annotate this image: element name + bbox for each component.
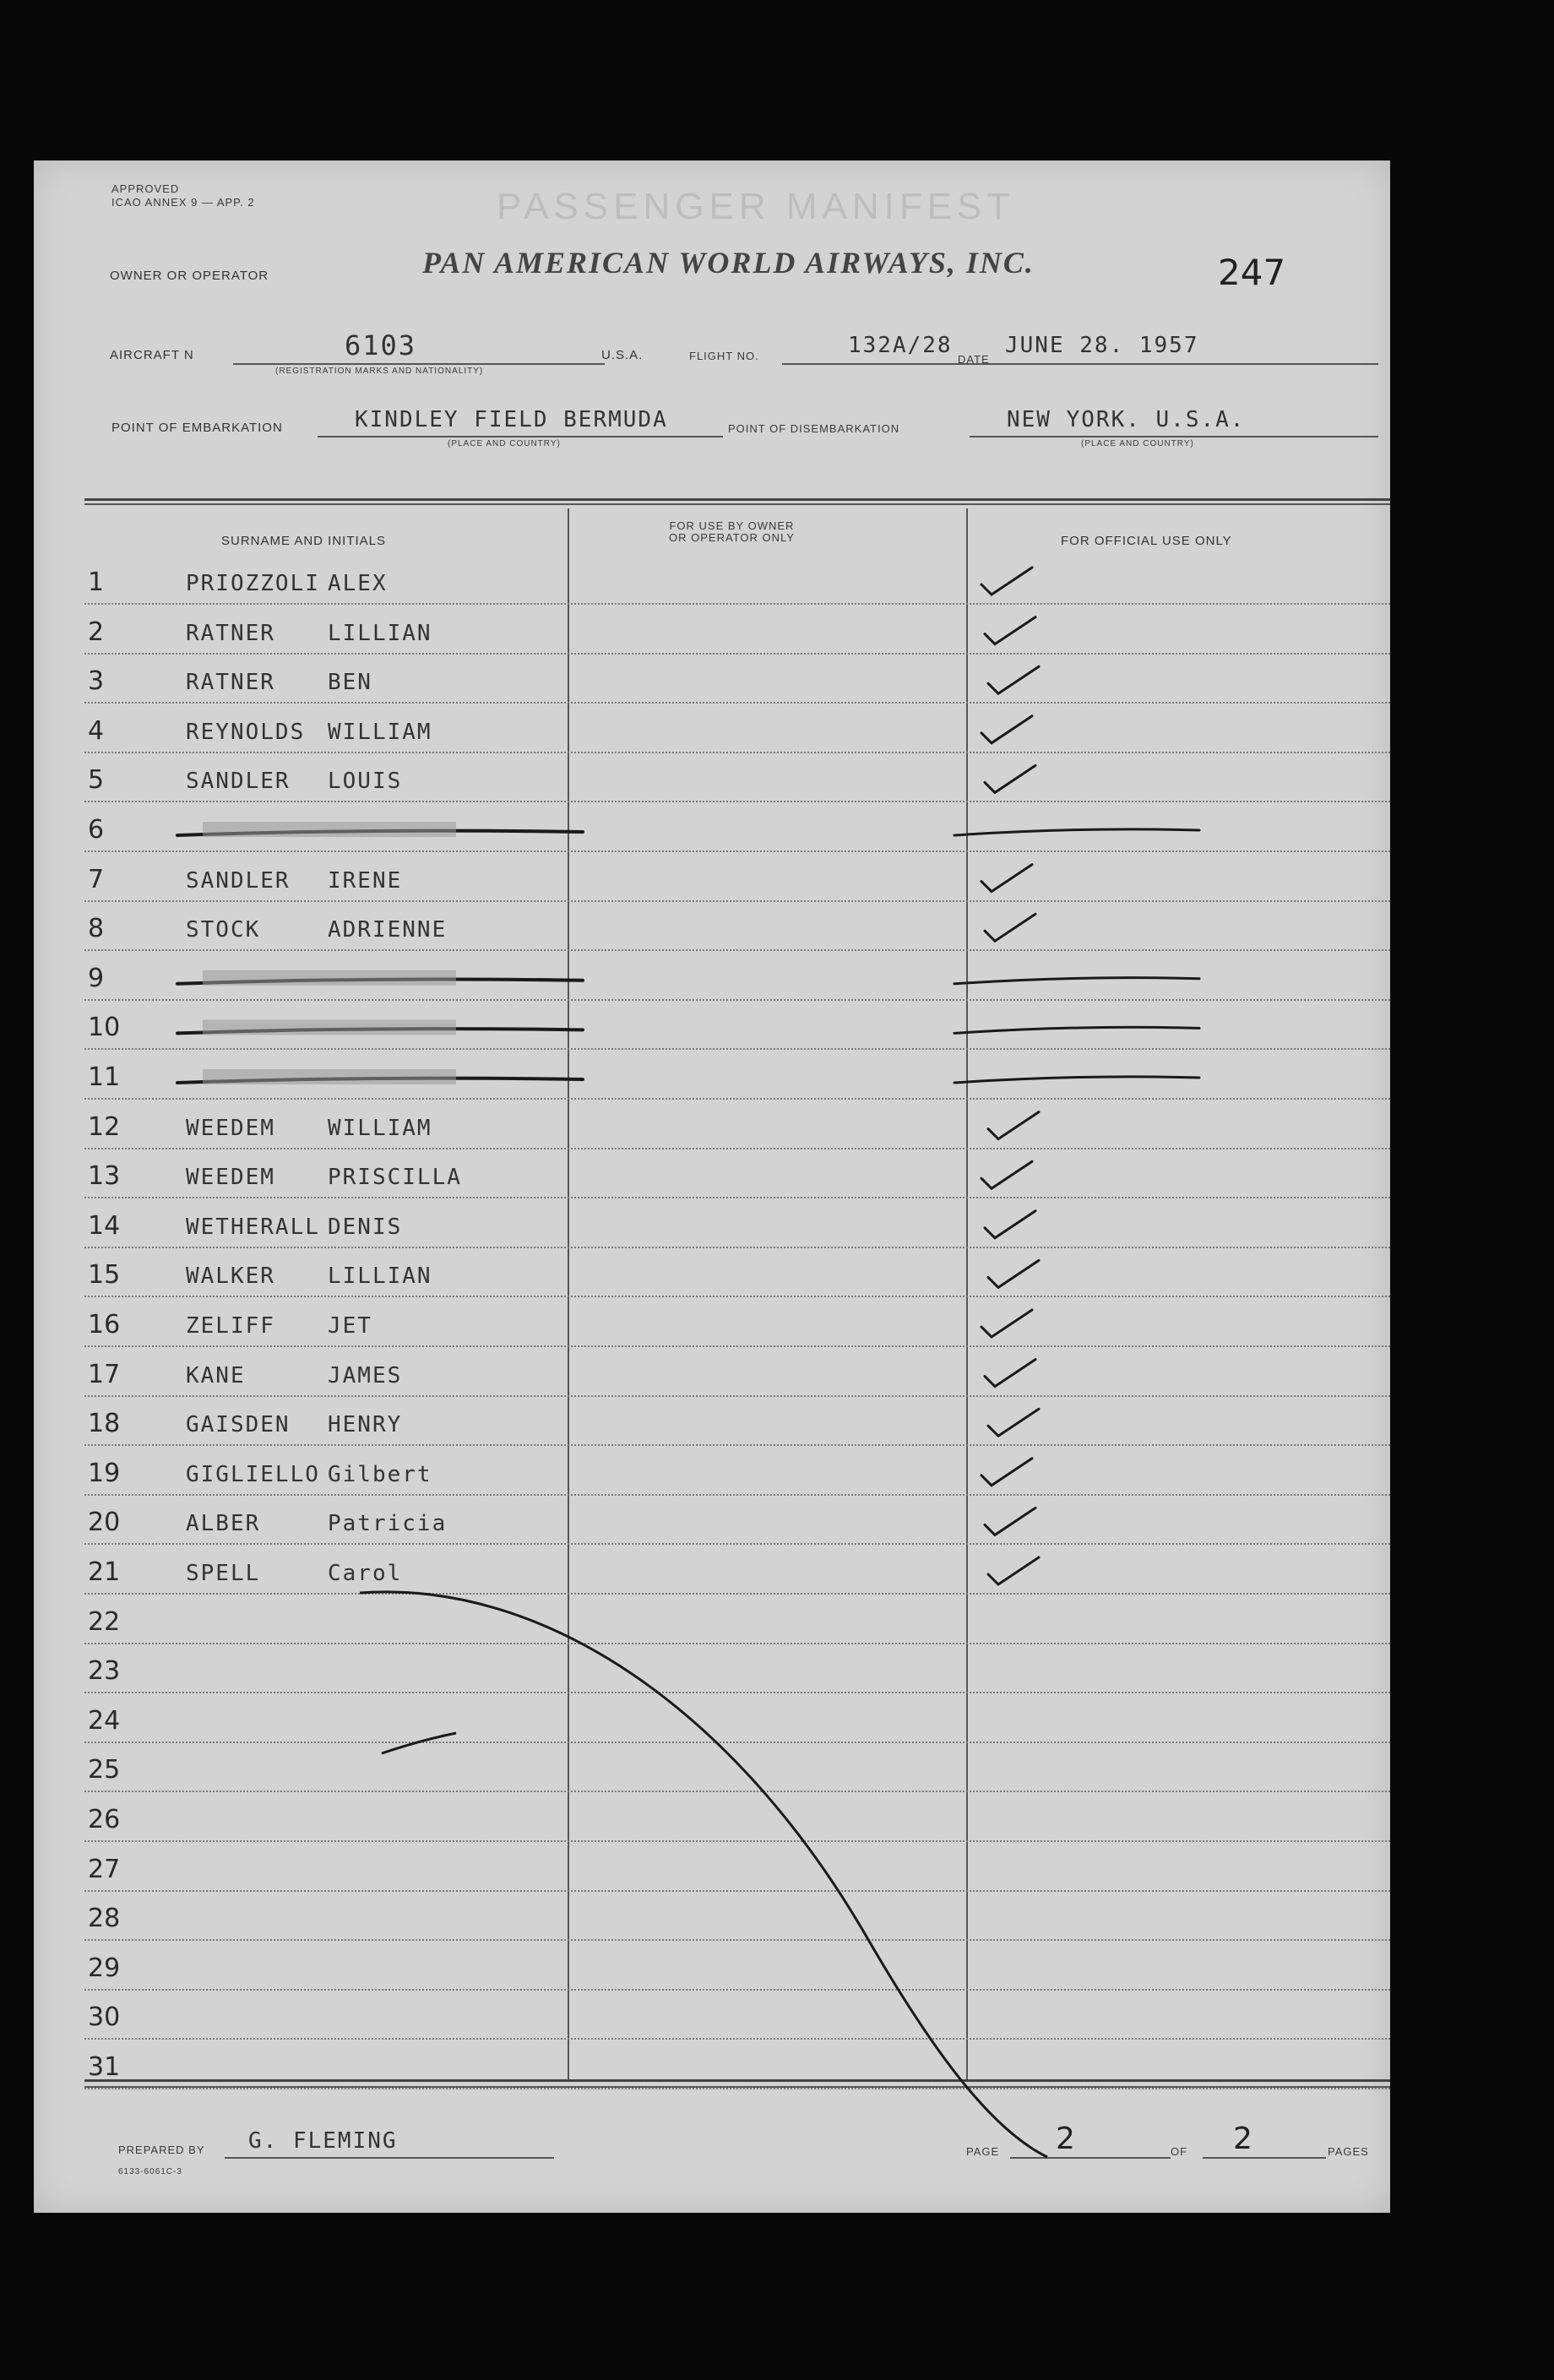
disembarkation-label: POINT OF DISEMBARKATION [728, 422, 900, 435]
row-number: 6 [88, 815, 105, 845]
owner-value: PAN AMERICAN WORLD AIRWAYS, INC. [422, 246, 1035, 280]
check-mark [981, 716, 1032, 743]
row-number: 21 [88, 1557, 121, 1587]
official-strike-line [954, 1027, 1199, 1033]
check-mark [981, 1459, 1032, 1486]
official-strike-line [954, 829, 1199, 835]
row-number: 14 [88, 1210, 121, 1241]
row-number: 2 [88, 617, 105, 647]
check-mark [981, 568, 1032, 595]
passenger-surname: RATNER [186, 670, 275, 696]
passenger-initials: Carol [328, 1561, 403, 1586]
row-number: 20 [88, 1508, 121, 1538]
row-number: 25 [88, 1755, 121, 1785]
prepared-by-label: PREPARED BY [118, 2144, 205, 2156]
row-number: 22 [88, 1606, 121, 1637]
row-number: 31 [88, 2052, 121, 2082]
check-mark [981, 1161, 1032, 1188]
row-number: 5 [88, 765, 105, 796]
total-pages: 2 [1233, 2122, 1252, 2156]
approval-line-2: ICAO ANNEX 9 — APP. 2 [111, 196, 255, 209]
row-number: 3 [88, 666, 105, 697]
check-mark [988, 1260, 1039, 1287]
check-mark [981, 865, 1032, 892]
passenger-surname: GAISDEN [186, 1412, 291, 1438]
passenger-surname: PRIOZZOLI [186, 571, 320, 596]
row-number: 15 [88, 1260, 121, 1291]
passenger-initials: IRENE [328, 867, 403, 894]
passenger-initials: Patricia [328, 1511, 448, 1537]
passenger-surname: GIGLIELLO [186, 1461, 320, 1487]
owner-label: OWNER OR OPERATOR [110, 269, 269, 283]
country-label: U.S.A. [601, 348, 644, 362]
check-mark [985, 617, 1035, 644]
row-number: 16 [88, 1310, 121, 1339]
passenger-initials: LILLIAN [328, 620, 432, 646]
passenger-initials: LOUIS [328, 769, 403, 795]
aircraft-label: AIRCRAFT N [110, 348, 194, 362]
passenger-initials: PRISCILLA [328, 1165, 462, 1191]
manifest-sheet [34, 160, 1390, 2213]
passenger-initials: HENRY [328, 1412, 403, 1438]
passenger-surname: WEEDEM [186, 1165, 275, 1191]
passenger-surname: REYNOLDS [186, 719, 306, 745]
redacted-entry [203, 1019, 456, 1035]
passenger-surname: RATNER [186, 620, 275, 646]
row-number: 18 [88, 1409, 121, 1439]
check-mark [985, 765, 1035, 792]
aircraft-number: 6103 [345, 329, 417, 361]
column-header-surname: SURNAME AND INITIALS [221, 534, 387, 548]
disembarkation-caption: (PLACE AND COUNTRY) [1081, 439, 1194, 448]
short-pen-stroke [382, 1733, 456, 1753]
passenger-surname: KANE [186, 1362, 246, 1388]
redacted-entry [203, 822, 456, 837]
pages-label: PAGES [1328, 2145, 1369, 2158]
passenger-initials: WILLIAM [328, 719, 432, 745]
row-number: 26 [88, 1805, 121, 1834]
owner-use-line-2: OR OPERATOR ONLY [669, 531, 795, 544]
passenger-initials: Gilbert [328, 1461, 432, 1487]
column-header-official-use: FOR OFFICIAL USE ONLY [1061, 534, 1232, 548]
passenger-initials: ADRIENNE [328, 917, 448, 943]
official-strike-line [954, 978, 1199, 984]
row-number: 11 [88, 1062, 121, 1092]
passenger-initials: BEN [328, 670, 372, 696]
row-number: 4 [88, 715, 105, 746]
check-mark [988, 1112, 1039, 1139]
passenger-surname: STOCK [186, 917, 261, 943]
row-number: 17 [88, 1359, 121, 1389]
passenger-surname: SANDLER [186, 867, 291, 894]
check-mark [985, 1211, 1035, 1238]
disembarkation-point: NEW YORK. U.S.A. [1007, 407, 1246, 432]
check-mark [985, 914, 1035, 941]
manifest-title: PASSENGER MANIFEST [497, 186, 1015, 227]
closing-curve-stroke [360, 1592, 1047, 2157]
of-label: OF [1171, 2145, 1188, 2158]
embarkation-caption: (PLACE AND COUNTRY) [448, 439, 561, 448]
row-number: 1 [88, 568, 105, 597]
prepared-by-name: G. FLEMING [248, 2128, 398, 2154]
row-number: 10 [88, 1013, 121, 1043]
flight-date: JUNE 28. 1957 [1005, 333, 1199, 358]
handwriting-overlay [34, 160, 1390, 2213]
passenger-initials: JET [328, 1313, 372, 1339]
passenger-surname: WALKER [186, 1263, 275, 1290]
row-number: 24 [88, 1705, 121, 1736]
row-number: 28 [88, 1904, 121, 1934]
page-number: 2 [1056, 2122, 1075, 2156]
passenger-initials: ALEX [328, 571, 388, 596]
passenger-initials: WILLIAM [328, 1115, 432, 1141]
check-mark [985, 1360, 1035, 1387]
row-number: 7 [88, 864, 105, 894]
passenger-surname: WEEDEM [186, 1115, 275, 1141]
row-number: 29 [88, 1953, 121, 1983]
row-number: 23 [88, 1656, 121, 1687]
passenger-surname: ALBER [186, 1511, 261, 1537]
redacted-entry [203, 970, 456, 986]
row-number: 30 [88, 2002, 121, 2033]
page-label: PAGE [966, 2145, 1000, 2158]
approval-line-1: APPROVED [111, 182, 180, 195]
passenger-surname: SANDLER [186, 769, 291, 795]
embarkation-label: POINT OF EMBARKATION [111, 421, 283, 435]
redacted-entry [203, 1069, 456, 1084]
passenger-surname: ZELIFF [186, 1313, 275, 1339]
embarkation-point: KINDLEY FIELD BERMUDA [355, 407, 668, 432]
check-mark [988, 1557, 1039, 1584]
row-number: 8 [88, 914, 105, 944]
row-number: 9 [88, 963, 105, 993]
form-code: 6133-6061C-3 [118, 2167, 182, 2176]
flight-number-label: FLIGHT NO. [689, 350, 759, 362]
passenger-initials: LILLIAN [328, 1263, 432, 1290]
row-number: 12 [88, 1111, 121, 1142]
passenger-initials: DENIS [328, 1214, 403, 1240]
row-number: 27 [88, 1854, 121, 1884]
owner-use-line-1: FOR USE BY OWNER [669, 519, 795, 532]
official-strike-line [954, 1077, 1199, 1083]
row-number: 19 [88, 1458, 121, 1488]
passenger-initials: JAMES [328, 1362, 403, 1388]
passenger-surname: SPELL [186, 1561, 261, 1586]
date-label: DATE [958, 353, 990, 366]
registration-caption: (REGISTRATION MARKS AND NATIONALITY) [275, 367, 484, 376]
check-mark [985, 1508, 1035, 1535]
check-mark [988, 1409, 1039, 1436]
page-reference-number: 247 [1218, 252, 1286, 293]
row-number: 13 [88, 1161, 121, 1192]
check-mark [981, 1310, 1032, 1337]
passenger-surname: WETHERALL [186, 1214, 320, 1240]
check-mark [988, 666, 1039, 693]
flight-number: 132A/28 [848, 333, 953, 358]
